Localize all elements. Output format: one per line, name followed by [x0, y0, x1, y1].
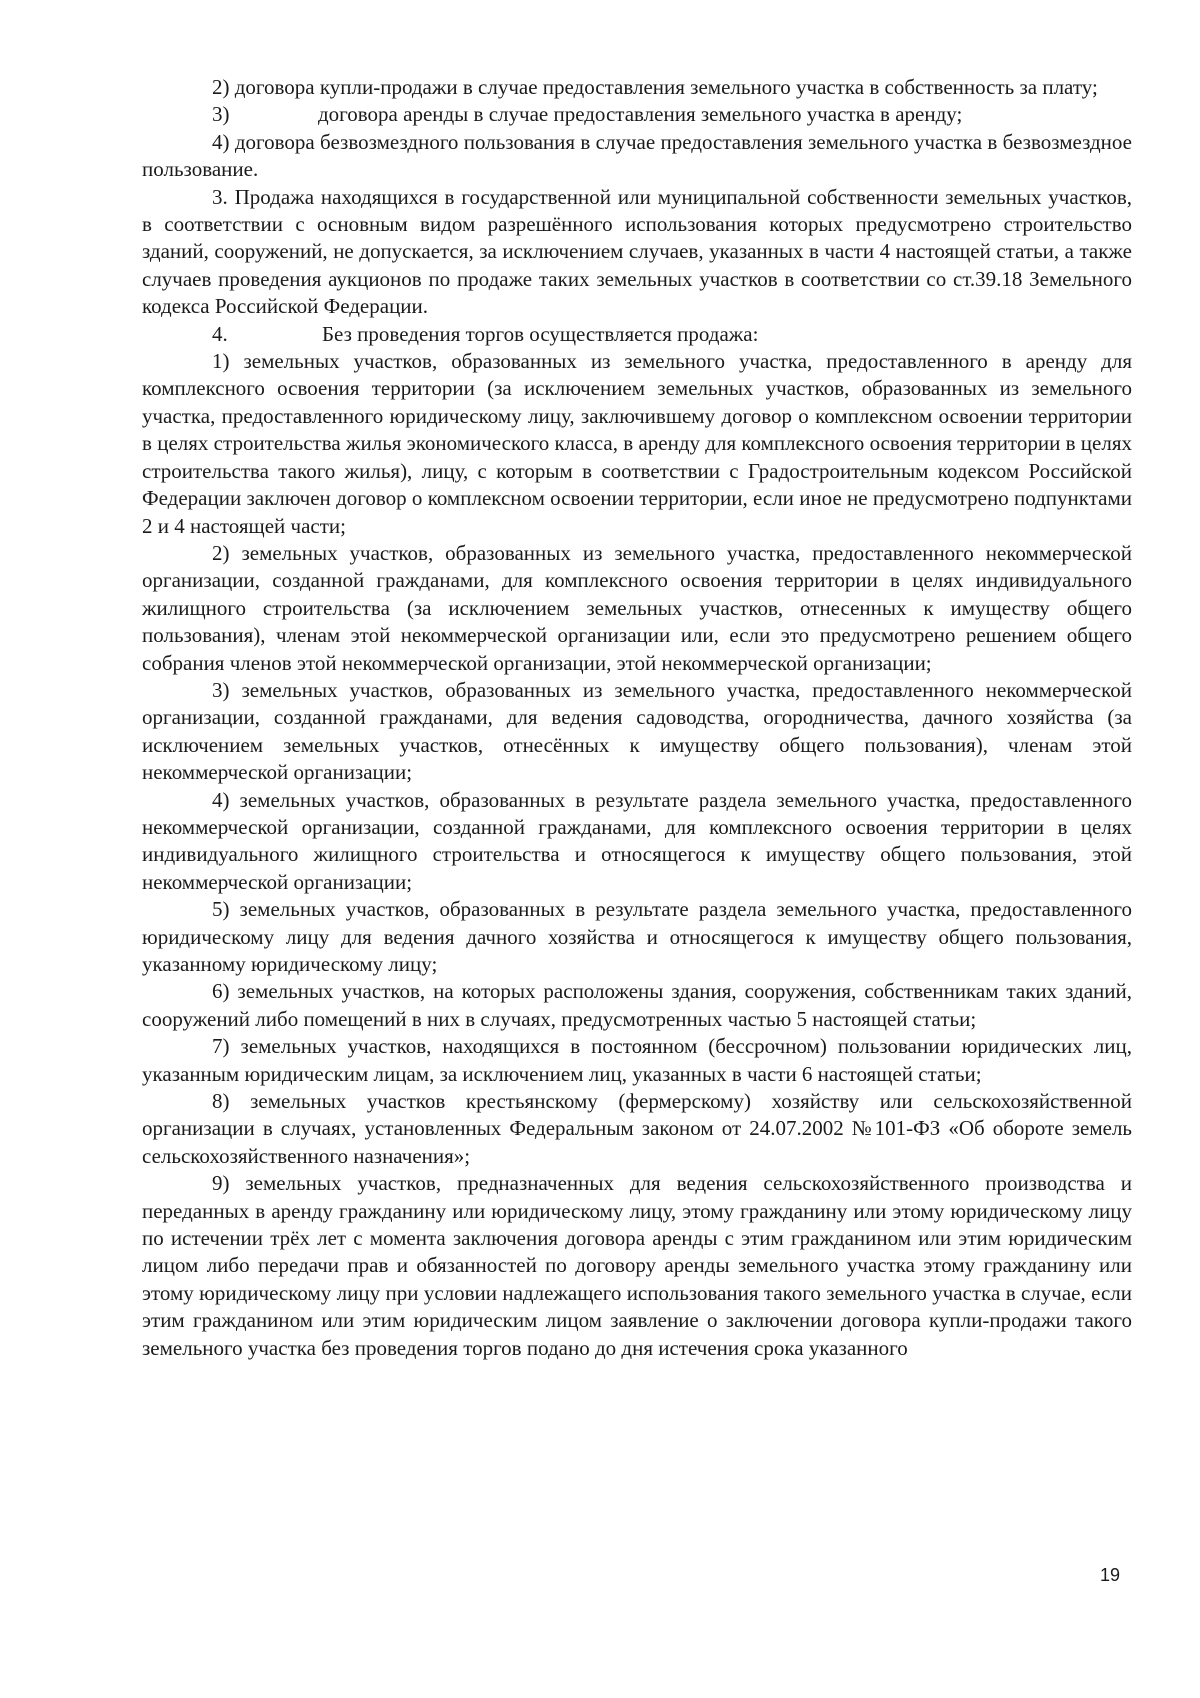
item-text: Без проведения торгов осуществляется продажа: — [322, 321, 759, 346]
paragraph-subitem-4: 4) земельных участков, образованных в результате раздела земельного участка, предоставленного некоммерческой организации, созданной гражданами, для комплексного освоения территории в целях индивидуального жилищного строительства и относящегося к имуществу общего пользования, этой некоммерческой организации; — [142, 787, 1132, 894]
paragraph-2-contract-sale: 2) договора купли-продажи в случае предоставления земельного участка в собственность за плату; — [212, 75, 1098, 99]
paragraph-subitem-5: 5) земельных участков, образованных в результате раздела земельного участка, предоставленного юридическому лицу для ведения дачного хозяйства и относящегося к имуществу общего пользования, указанному юридическому лицу; — [142, 897, 1132, 976]
paragraph-point-4-heading — [142, 321, 1132, 348]
item-text: договора аренды в случае предоставления земельного участка в аренду; — [318, 102, 963, 127]
page-number: 19 — [1100, 1565, 1121, 1585]
paragraph-3-contract-lease — [142, 101, 1132, 128]
paragraph-subitem-1: 1) земельных участков, образованных из земельного участка, предоставленного в аренду для комплексного освоения территории (за исключением земельных участков, образованных из земельного участка, предоставленного юридическому лицу, заключившему договор о комплексном освоении территории в целях строительства жилья экономического класса, в аренду для комплексного освоения территории в целях строительства такого жилья), лицу, с которым в соответствии с Градостроительным кодексом Российской Федерации заключен договор о комплексном освоении территории, если иное не предусмотрено подпунктами 2 и 4 настоящей части; — [142, 349, 1132, 538]
paragraph-subitem-9: 9) земельных участков, предназначенных для ведения сельскохозяйственного производства и переданных в аренду гражданину или юридическому лицу, этому гражданину или этому юридическому лицу по истечении трёх лет с момента заключения договора аренды с этим гражданином или этим юридическим лицом либо передачи прав и обязанностей по договору аренды земельного участка этому гражданину или этому юридическому лицу при условии надлежащего использования такого земельного участка в случае, если этим гражданином или этим юридическим лицом заявление о заключении договора купли-продажи такого земельного участка без проведения торгов подано до дня истечения срока указанного — [142, 1171, 1132, 1360]
paragraph-subitem-2: 2) земельных участков, образованных из земельного участка, предоставленного некоммерческой организации, созданной гражданами, для комплексного освоения территории в целях индивидуального жилищного строительства (за исключением земельных участков, отнесенных к имуществу общего пользования), членам этой некоммерческой организации или, если это предусмотрено решением общего собрания членов этой некоммерческой организации, этой некоммерческой организации; — [142, 540, 1132, 675]
item-number: 3) — [212, 102, 230, 127]
paragraph-point-3-sale: 3. Продажа находящихся в государственной или муниципальной собственности земельных участков, в соответствии с основным видом разрешённого использования которых предусмотрено строительство зданий, сооружений, не допускается, за исключением случаев, указанных в части 4 настоящей статьи, а также случаев проведения аукционов по продаже таких земельных участков в соответствии со ст.39.18 Земельного кодекса Российской Федерации. — [142, 184, 1132, 319]
document-body — [142, 74, 1132, 1362]
paragraph-4-contract-free-use: 4) договора безвозмездного пользования в случае предоставления земельного участка в безвозмездное пользование. — [142, 129, 1132, 182]
paragraph-subitem-8: 8) земельных участков крестьянскому (фермерскому) хозяйству или сельскохозяйственной организации в случаях, установленных Федеральным законом от 24.07.2002 №101-ФЗ «Об обороте земель сельскохозяйственного назначения»; — [142, 1089, 1132, 1168]
paragraph-subitem-6: 6) земельных участков, на которых расположены здания, сооружения, собственникам таких зданий, сооружений либо помещений в них в случаях, предусмотренных частью 5 настоящей статьи; — [142, 979, 1132, 1031]
paragraph-subitem-3: 3) земельных участков, образованных из земельного участка, предоставленного некоммерческой организации, созданной гражданами, для ведения садоводства, огородничества, дачного хозяйства (за исключением земельных участков, отнесённых к имуществу общего пользования), членам этой некоммерческой организации; — [142, 677, 1132, 785]
item-number: 4. — [212, 321, 228, 346]
paragraph-subitem-7: 7) земельных участков, находящихся в постоянном (бессрочном) пользовании юридических лиц, указанным юридическим лицам, за исключением лиц, указанных в части 6 настоящей статьи; — [142, 1034, 1132, 1086]
